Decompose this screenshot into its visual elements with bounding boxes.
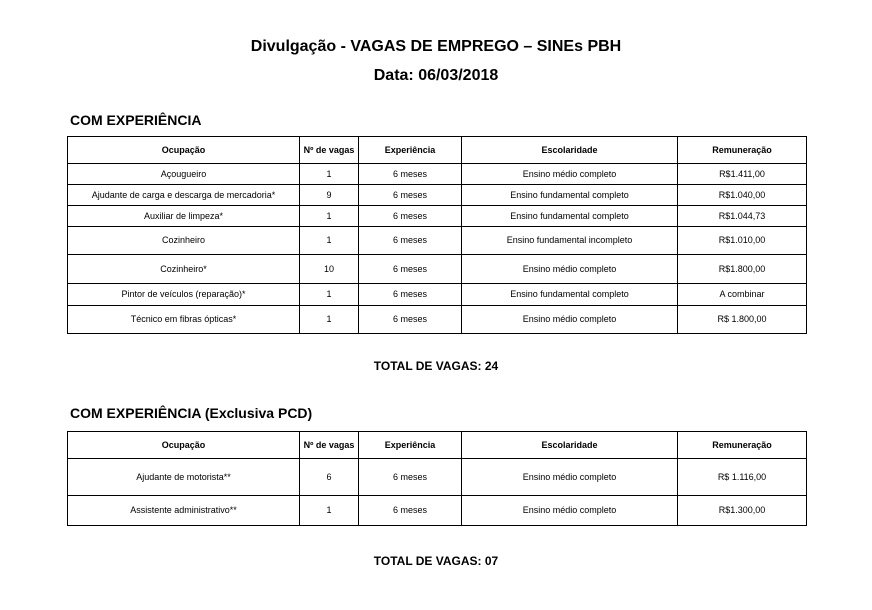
cell-experiencia: 6 meses	[359, 185, 462, 206]
cell-escolaridade: Ensino fundamental completo	[462, 185, 678, 206]
cell-vagas: 1	[300, 164, 359, 185]
cell-ocupacao: Cozinheiro	[68, 227, 300, 255]
cell-vagas: 1	[300, 306, 359, 334]
cell-remuneracao: R$1.800,00	[678, 255, 807, 284]
cell-ocupacao: Cozinheiro*	[68, 255, 300, 284]
table-row	[68, 255, 807, 284]
cell-experiencia: 6 meses	[359, 284, 462, 306]
cell-vagas: 10	[300, 255, 359, 284]
cell-remuneracao: R$1.044,73	[678, 206, 807, 227]
cell-escolaridade: Ensino fundamental incompleto	[462, 227, 678, 255]
cell-ocupacao: Técnico em fibras ópticas*	[68, 306, 300, 334]
column-header-remuneracao: Remuneração	[678, 137, 807, 164]
cell-vagas: 6	[300, 459, 359, 496]
cell-remuneracao: R$1.040,00	[678, 185, 807, 206]
table-row	[68, 164, 807, 185]
cell-remuneracao: R$1.010,00	[678, 227, 807, 255]
table-row	[68, 496, 807, 526]
page-title: Divulgação - VAGAS DE EMPREGO – SINEs PBH	[250, 38, 622, 55]
section-title-exclusiva-pcd: COM EXPERIÊNCIA (Exclusiva PCD)	[70, 405, 313, 421]
cell-ocupacao: Ajudante de motorista**	[68, 459, 300, 496]
cell-vagas: 1	[300, 206, 359, 227]
column-header-escolaridade: Escolaridade	[462, 432, 678, 459]
table-row	[68, 306, 807, 334]
cell-experiencia: 6 meses	[359, 164, 462, 185]
cell-experiencia: 6 meses	[359, 227, 462, 255]
table-row	[68, 206, 807, 227]
jobs-table-com-experiencia	[67, 136, 807, 334]
cell-remuneracao: R$ 1.800,00	[678, 306, 807, 334]
cell-experiencia: 6 meses	[359, 459, 462, 496]
jobs-table-exclusiva-pcd	[67, 431, 807, 526]
cell-escolaridade: Ensino médio completo	[462, 306, 678, 334]
column-header-vagas: Nº de vagas	[300, 432, 359, 459]
cell-experiencia: 6 meses	[359, 306, 462, 334]
cell-experiencia: 6 meses	[359, 255, 462, 284]
column-header-vagas: Nº de vagas	[300, 137, 359, 164]
column-header-ocupacao: Ocupação	[68, 432, 300, 459]
column-header-experiencia: Experiência	[359, 137, 462, 164]
cell-escolaridade: Ensino fundamental completo	[462, 284, 678, 306]
cell-remuneracao: R$ 1.116,00	[678, 459, 807, 496]
cell-escolaridade: Ensino fundamental completo	[462, 206, 678, 227]
table-row	[68, 284, 807, 306]
cell-experiencia: 6 meses	[359, 206, 462, 227]
cell-vagas: 1	[300, 227, 359, 255]
column-header-ocupacao: Ocupação	[68, 137, 300, 164]
cell-escolaridade: Ensino médio completo	[462, 496, 678, 526]
cell-remuneracao: R$1.411,00	[678, 164, 807, 185]
cell-ocupacao: Pintor de veículos (reparação)*	[68, 284, 300, 306]
cell-vagas: 1	[300, 496, 359, 526]
column-header-experiencia: Experiência	[359, 432, 462, 459]
table-row	[68, 227, 807, 255]
cell-remuneracao: R$1.300,00	[678, 496, 807, 526]
table-row	[68, 185, 807, 206]
cell-ocupacao: Ajudante de carga e descarga de mercadoria*	[68, 185, 300, 206]
page-date: Data: 06/03/2018	[373, 67, 499, 84]
column-header-remuneracao: Remuneração	[678, 432, 807, 459]
cell-vagas: 1	[300, 284, 359, 306]
table-header-row	[68, 137, 807, 164]
cell-escolaridade: Ensino médio completo	[462, 459, 678, 496]
cell-experiencia: 6 meses	[359, 496, 462, 526]
table-header-row	[68, 432, 807, 459]
total-vagas-exclusiva-pcd: TOTAL DE VAGAS: 07	[373, 554, 499, 568]
cell-ocupacao: Assistente administrativo**	[68, 496, 300, 526]
cell-escolaridade: Ensino médio completo	[462, 255, 678, 284]
total-vagas-com-experiencia: TOTAL DE VAGAS: 24	[373, 359, 499, 373]
table-row	[68, 459, 807, 496]
cell-escolaridade: Ensino médio completo	[462, 164, 678, 185]
section-title-com-experiencia: COM EXPERIÊNCIA	[70, 112, 202, 128]
cell-vagas: 9	[300, 185, 359, 206]
cell-ocupacao: Auxiliar de limpeza*	[68, 206, 300, 227]
cell-ocupacao: Açougueiro	[68, 164, 300, 185]
cell-remuneracao: A combinar	[678, 284, 807, 306]
column-header-escolaridade: Escolaridade	[462, 137, 678, 164]
